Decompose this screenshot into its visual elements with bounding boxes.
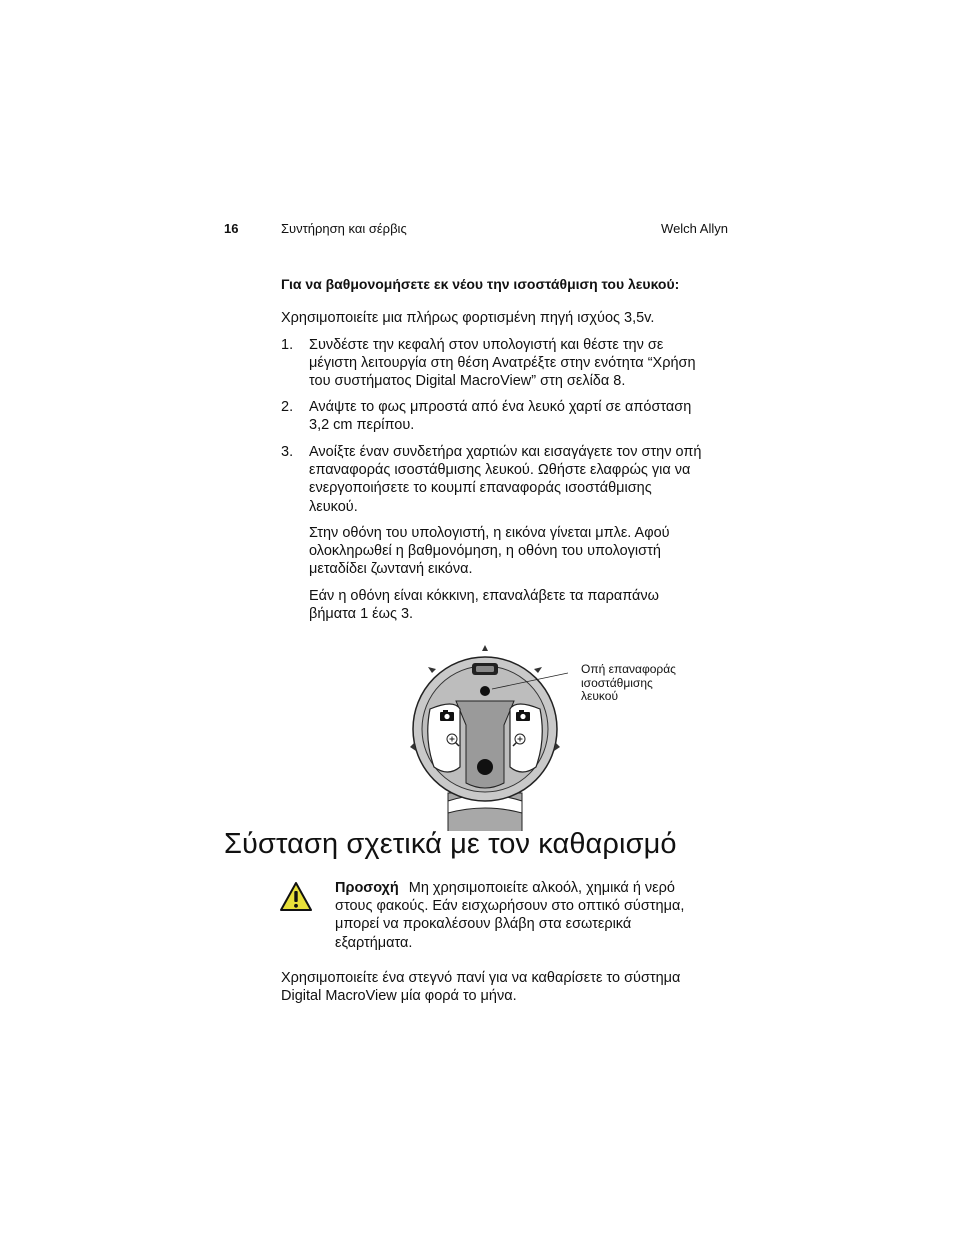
brand-name: Welch Allyn — [661, 221, 728, 236]
procedure-step — [281, 336, 731, 391]
connector-slot-inner — [476, 666, 494, 672]
section-title: Σύσταση σχετικά με τον καθαρισμό — [224, 828, 677, 860]
caution-block — [335, 879, 725, 952]
procedure-intro: Χρησιμοποιείτε μια πλήρως φορτισμένη πηγή ισχύος 3,5v. — [281, 310, 655, 326]
step-number: 3. — [281, 444, 294, 460]
device-head-illustration — [408, 643, 568, 831]
text-line — [335, 879, 725, 897]
callout-line: Οπή επαναφοράς — [581, 662, 676, 676]
text-line: εξαρτήματα. — [335, 934, 413, 951]
step-text — [309, 336, 731, 391]
white-balance-reset-hole — [480, 686, 490, 696]
procedure-title: Για να βαθμονομήσετε εκ νέου την ισοστάθμιση του λευκού: — [281, 276, 680, 292]
text-line: μεταδίδει ζωντανή εικόνα. — [309, 561, 473, 578]
warning-icon — [279, 881, 313, 913]
step-note — [309, 587, 729, 623]
caution-label: Προσοχή — [335, 880, 399, 896]
callout-line: λευκού — [581, 689, 619, 703]
step-text — [309, 398, 731, 434]
text-line: στους φακούς. Εάν εισχωρήσουν στο οπτικό σύστημα, — [335, 898, 685, 915]
callout-line: ισοστάθμισης — [581, 675, 653, 690]
text-line: ολοκληρωθεί η βαθμονόμηση, η οθόνη του υπολογιστή — [309, 543, 661, 560]
ring-tooth — [428, 667, 436, 673]
text-line: Ανάψτε το φως μπροστά από ένα λευκό χαρτί σε απόσταση — [309, 399, 692, 415]
text-line: επαναφοράς ισοστάθμισης λευκού. Ωθήστε ελαφρώς για να — [309, 462, 691, 479]
text-line: Στην οθόνη του υπολογιστή, η εικόνα γίνεται μπλε. Αφού — [309, 525, 670, 541]
step-text — [309, 443, 731, 516]
ring-tooth — [482, 645, 488, 651]
text-line: Συνδέστε την κεφαλή στον υπολογιστή και θέστε την σε — [309, 337, 664, 353]
text-line: μπορεί να προκαλέσουν βλάβη στα εσωτερικά — [335, 916, 632, 933]
text-line: μέγιστη λειτουργία στη θέση Ανατρέξτε στην ενότητα “Χρήση — [309, 355, 696, 372]
text-line: Χρησιμοποιείτε ένα στεγνό πανί για να καθαρίσετε το σύστημα — [281, 970, 681, 986]
figure-callout — [581, 663, 701, 704]
procedure-step — [281, 443, 731, 517]
page-number: 16 — [224, 221, 239, 236]
chapter-title: Συντήρηση και σέρβις — [281, 221, 407, 236]
ring-tooth — [534, 667, 542, 673]
text-line: Εάν η οθόνη είναι κόκκινη, επαναλάβετε τα παραπάνω — [309, 588, 659, 604]
power-button[interactable] — [477, 759, 493, 775]
step-note — [309, 524, 729, 579]
caution-text: Μη χρησιμοποιείτε αλκοόλ, χημικά ή νερό — [408, 880, 675, 896]
text-line: του συστήματος Digital MacroView” στη σελίδα 8. — [309, 373, 626, 390]
step-number: 2. — [281, 399, 294, 415]
cleaning-paragraph — [281, 969, 731, 1005]
text-line: Ανοίξτε έναν συνδετήρα χαρτιών και εισαγάγετε τον στην οπή — [309, 444, 702, 460]
text-line: ενεργοποιήσετε το κουμπί επαναφοράς ισοστάθμισης — [309, 480, 652, 497]
text-line: βήματα 1 έως 3. — [309, 606, 414, 623]
text-line: λευκού. — [309, 498, 358, 515]
procedure-step — [281, 398, 731, 435]
step-number: 1. — [281, 337, 294, 353]
text-line: Digital MacroView μία φορά το μήνα. — [281, 988, 517, 1005]
text-line: 3,2 cm περίπου. — [309, 417, 415, 434]
